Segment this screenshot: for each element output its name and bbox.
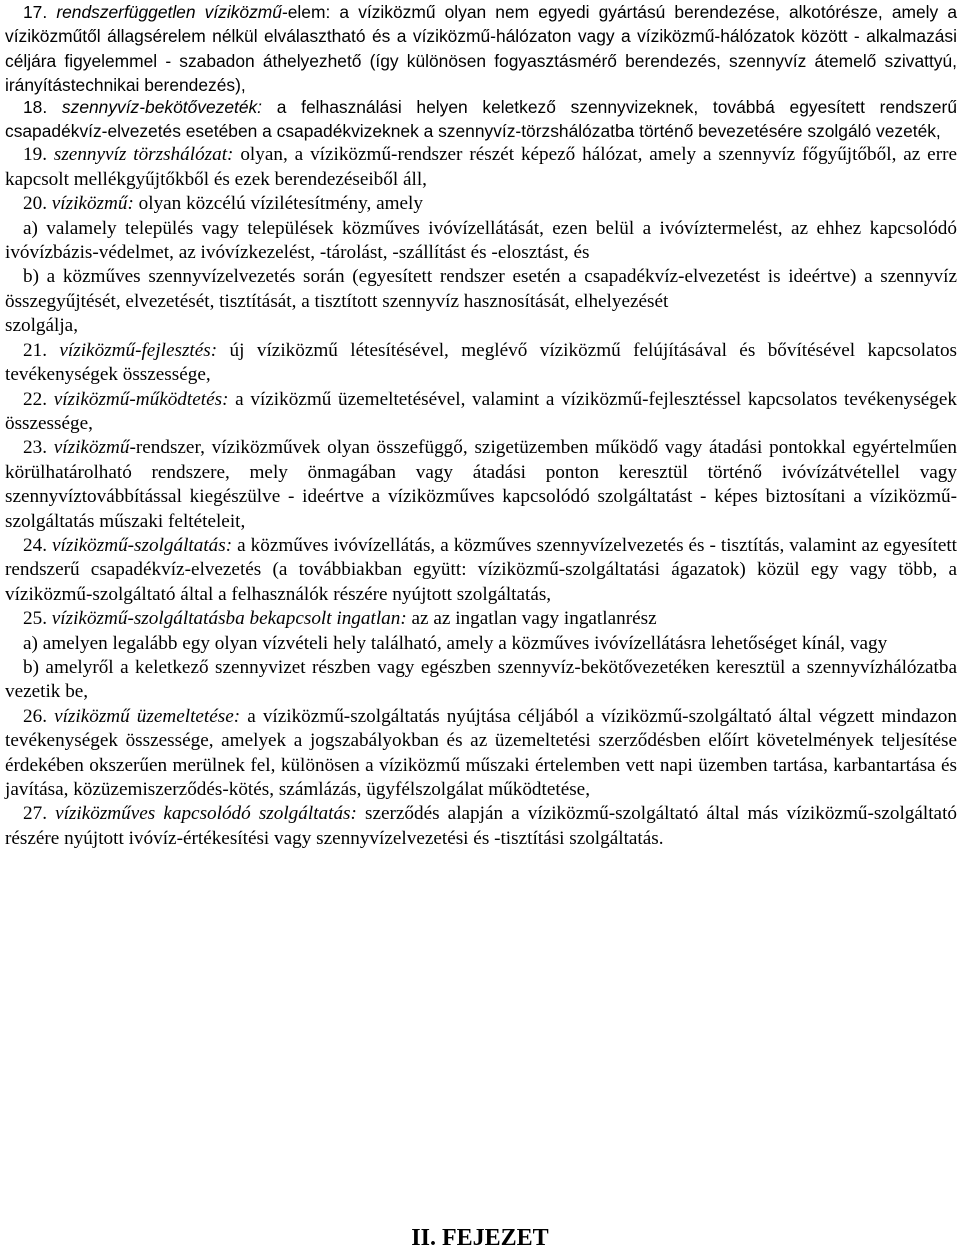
definition-text: olyan, a víziközmű-rendszer részét képező hálózat, amely a szennyvíz főgyűjtőből, az erre kapcsolt mellékgyűjtőkből és ezek berendezéseiből áll,: [5, 144, 957, 190]
chapter-heading: II. FEJEZET: [411, 1225, 549, 1251]
definition-20-closing: szolgálja,: [5, 315, 78, 337]
definition-number: 20.: [23, 193, 47, 215]
definition-number: 17.: [23, 2, 48, 22]
definition-term: víziközmű-szolgáltatás:: [51, 534, 233, 556]
definition-text: a víziközmű üzemeltetésével, valamint a víziközmű-fejlesztéssel kapcsolatos tevékenységek összessége,: [5, 388, 958, 434]
definition-term: víziközmű: [53, 437, 130, 459]
definition-text: szerződés alapján a víziközmű-szolgáltató által más víziközmű-szolgáltató részére nyújtott ivóvíz-értékesítési vagy szennyvízelvezetési és -tisztítási szolgáltatás.: [5, 803, 958, 849]
definition-term: víziközmű üzemeltetése:: [54, 705, 241, 727]
definition-number: 18.: [23, 96, 48, 117]
definition-number: 26.: [23, 705, 47, 727]
definition-text: olyan közcélú vízilétesítmény, amely: [133, 193, 423, 215]
definition-text: a felhasználási helyen keletkező szennyvizeknek, továbbá egyesített rendszerű csapadékvíz-elvezetés esetében a csapadékvizeknek a szennyvíz-törzshálózatba történő bevezetésére szolgáló vezeték,: [5, 96, 957, 142]
definition-term: víziközmű:: [51, 193, 134, 215]
definition-term: víziközmű-szolgáltatásba bekapcsolt ingatlan:: [51, 608, 407, 630]
definition-number: 27.: [23, 803, 47, 825]
definition-text: az az ingatlan vagy ingatlanrész: [406, 608, 657, 630]
definition-18: [5, 95, 957, 144]
definition-25-point-b: b) amelyről a keletkező szennyvizet részben vagy egészben szennyvíz-bekötővezetéken keresztül a szennyvízhálózatba vezetik be,: [5, 656, 957, 703]
definition-20-point-b: b) a közműves szennyvízelvezetés során (egyesített rendszer esetén a csapadékvíz-elvezetést is ideértve) a szennyvíz összegyűjtését, elvezetését, tisztítását, a tisztított szennyvíz hasznosítását, elhelyezését: [5, 266, 957, 312]
definition-23: [5, 436, 957, 534]
document-page: [5, 0, 957, 851]
definition-22: [5, 388, 957, 437]
definition-number: 24.: [23, 534, 47, 556]
definition-24: [5, 534, 957, 607]
definition-17: [5, 0, 957, 98]
definition-term: szennyvíz törzshálózat:: [53, 144, 234, 166]
definition-text: -rendszer, víziközművek olyan összefüggő, szigetüzemben működő vagy átadási pontokkal egyértelműen körülhatárolható rendszere, mely önmagában vagy átadási ponton keresztül történő ivóvízátvétellel vagy szennyvíztovábbítással kiegészülve - ideértve a víziközműves kapcsolódó szolgáltatást - képes biztosítani a víziközmű-szolgáltatás műszaki feltételeit,: [5, 437, 958, 532]
definition-text: új víziközmű létesítésével, meglévő víziközmű felújításával és bővítésével kapcsolatos tevékenységek összessége,: [5, 339, 958, 386]
definition-25-point-a: a) amelyen legalább egy olyan vízvételi hely található, amely a közműves ivóvízellátásra lehetőséget kínál, vagy: [23, 632, 888, 654]
definition-term: szennyvíz-bekötővezeték:: [61, 96, 263, 117]
definition-term: víziközmű-működtetés:: [53, 388, 229, 410]
definition-number: 22.: [23, 388, 47, 410]
definition-text: a víziközmű-szolgáltatás nyújtása céljából a víziközmű-szolgáltató által végzett mindazon tevékenységek összessége, amelyek a jogszabályokban és az üzemeltetési szerződésben előírt követelmények teljesítése érdekében okszerűen merülnek fel, különösen a víziközmű műszaki értelemben vett napi üzemben tartása, karbantartása és javítása, közüzemiszerződés-kötés, számlázás, ügyfélszolgálat működtetése,: [5, 705, 957, 800]
definition-21: [5, 339, 957, 388]
definition-number: 23.: [23, 437, 47, 459]
definition-20: [5, 192, 957, 216]
definition-25: [5, 607, 957, 631]
definition-26: [5, 705, 957, 803]
definition-number: 19.: [23, 144, 47, 166]
definition-number: 21.: [23, 339, 47, 361]
definition-number: 25.: [23, 608, 47, 630]
definition-text: -elem: a víziközmű olyan nem egyedi gyártású berendezése, alkotórésze, amely a víziközműtől állagsérelem nélkül elválasztható és a víziközmű-hálózaton vagy a víziközmű-hálózatok között - alkalmazási céljára figyelemmel - szabadon áthelyezhető (így különösen fogyasztásmérő berendezés, szennyvíz átemelő szivattyú, irányítástechnikai berendezés),: [5, 2, 957, 96]
definition-20-point-a: a) valamely település vagy települések közműves ivóvízellátását, ezen belül a ivóvíztermelést, az ehhez kapcsolódó ivóvízbázis-védelmet, az ivóvízkezelést, -tárolást, -szállítást és -elosztást, és: [5, 217, 957, 264]
definition-text: a közműves ivóvízellátás, a közműves szennyvízelvezetés és - tisztítás, valamint az egyesített rendszerű csapadékvíz-elvezetés (a továbbiakban együtt: víziközmű-szolgáltatási ágazatok) közül egy vagy több, a víziközmű-szolgáltató által a felhasználók részére nyújtott szolgáltatás,: [5, 534, 957, 605]
definition-19: [5, 143, 957, 192]
definition-term: rendszerfüggetlen víziközmű: [56, 2, 282, 22]
definition-27: [5, 802, 957, 851]
definition-term: víziközmű-fejlesztés:: [59, 339, 218, 361]
definition-term: víziközműves kapcsolódó szolgáltatás:: [55, 803, 357, 825]
